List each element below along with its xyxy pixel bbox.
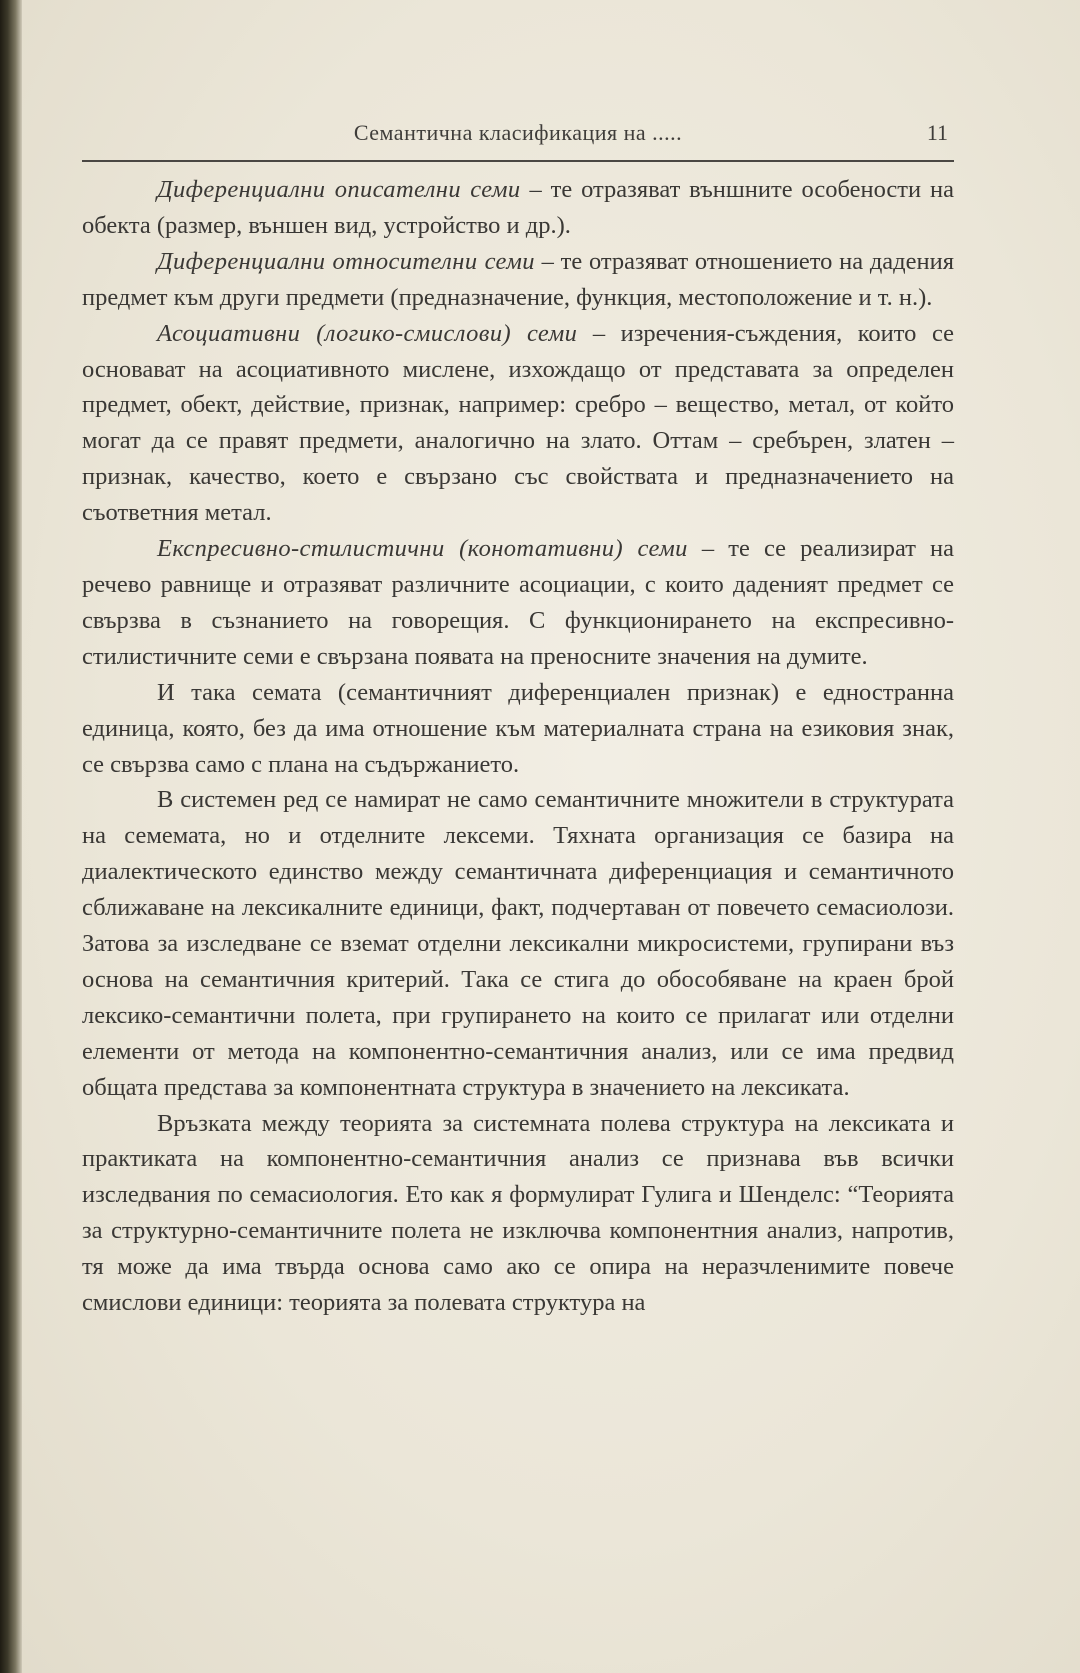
book-page	[22, 0, 1080, 1673]
paragraph-text: – изречения-съждения, които се основават на асоциативното мислене, изхождащо от представата за определен предмет, обект, действие, признак, например: сребро – вещество, метал, от който могат да се правят предмети, аналогично на злато. Оттам – сребърен, златен – признак, качество, което е свързано със свойствата и предназначението на съответния метал.	[82, 319, 954, 527]
running-header-title: Семантична класификация на .....	[353, 120, 683, 145]
term-descriptive-semes: Диференциални описателни семи	[157, 176, 521, 203]
paragraph-associative-semes	[82, 316, 954, 531]
paragraph-text: – те отразяват отношението на дадения предмет към други предмети (предназначение, функция, местоположение и т. н.).	[82, 247, 954, 311]
paragraph-field-structure: Връзката между теорията за системната полева структура на лексиката и практиката на компонентно-семантичния анализ се признава във всички изследвания по семасиология. Ето как я формулират Гулига и Шенделс: “Теорията за структурно-семантичните полета не изключва компонентния анализ, напротив, тя може да има твърда основа само ако се опира на неразчленимите повече смислови единици: теорията за полевата структура на	[82, 1109, 954, 1317]
paragraph-descriptive-semes	[82, 172, 954, 244]
book-spine-shadow	[0, 0, 22, 1673]
term-relative-semes: Диференциални относителни семи	[157, 247, 535, 275]
term-associative-semes: Асоциативни (логико-смислови) семи	[157, 319, 578, 347]
paragraph-relative-semes	[82, 244, 954, 316]
paragraph-seme-definition: И така семата (семантичният диференциален признак) е едностранна единица, която, без да има отношение към материалната страна на езиковия знак, се свързва само с плана на съдържанието.	[82, 678, 954, 778]
running-header	[82, 120, 954, 162]
paragraph-expressive-semes	[82, 531, 954, 675]
paragraph-text: – те се реализират на речево равнище и отразяват различните асоциации, с които даденият предмет се свързва в съзнанието на говорещия. С функционирането на експресивно-стилистичните семи е свързана появата на преносните значения на думите.	[82, 535, 955, 670]
page-body	[82, 172, 954, 1321]
page-number: 11	[926, 120, 948, 145]
paragraph-systemic-order: В системен ред се намират не само семантичните множители в структурата на семемата, но и отделните лексеми. Тяхната организация се базира на диалектическото единство между семантичната диференциация и семантичното сближаване на лексикалните единици, факт, подчертаван от повечето семасиолози. Затова за изследване се вземат отделни лексикални микросистеми, групирани въз основа на семантичния критерий. Така се стига до обособяване на краен брой лексико-семантични полета, при групирането на които се прилагат или отделни елементи от метода на компонентно-семантичния анализ, или се има предвид общата представа за компонентната структура в значението на лексиката.	[82, 786, 954, 1101]
term-expressive-semes: Експресивно-стилистични (конотативни) семи	[157, 535, 688, 563]
paragraph-text: – те отразяват външните особености на обекта (размер, външен вид, устройство и др.).	[82, 176, 954, 239]
